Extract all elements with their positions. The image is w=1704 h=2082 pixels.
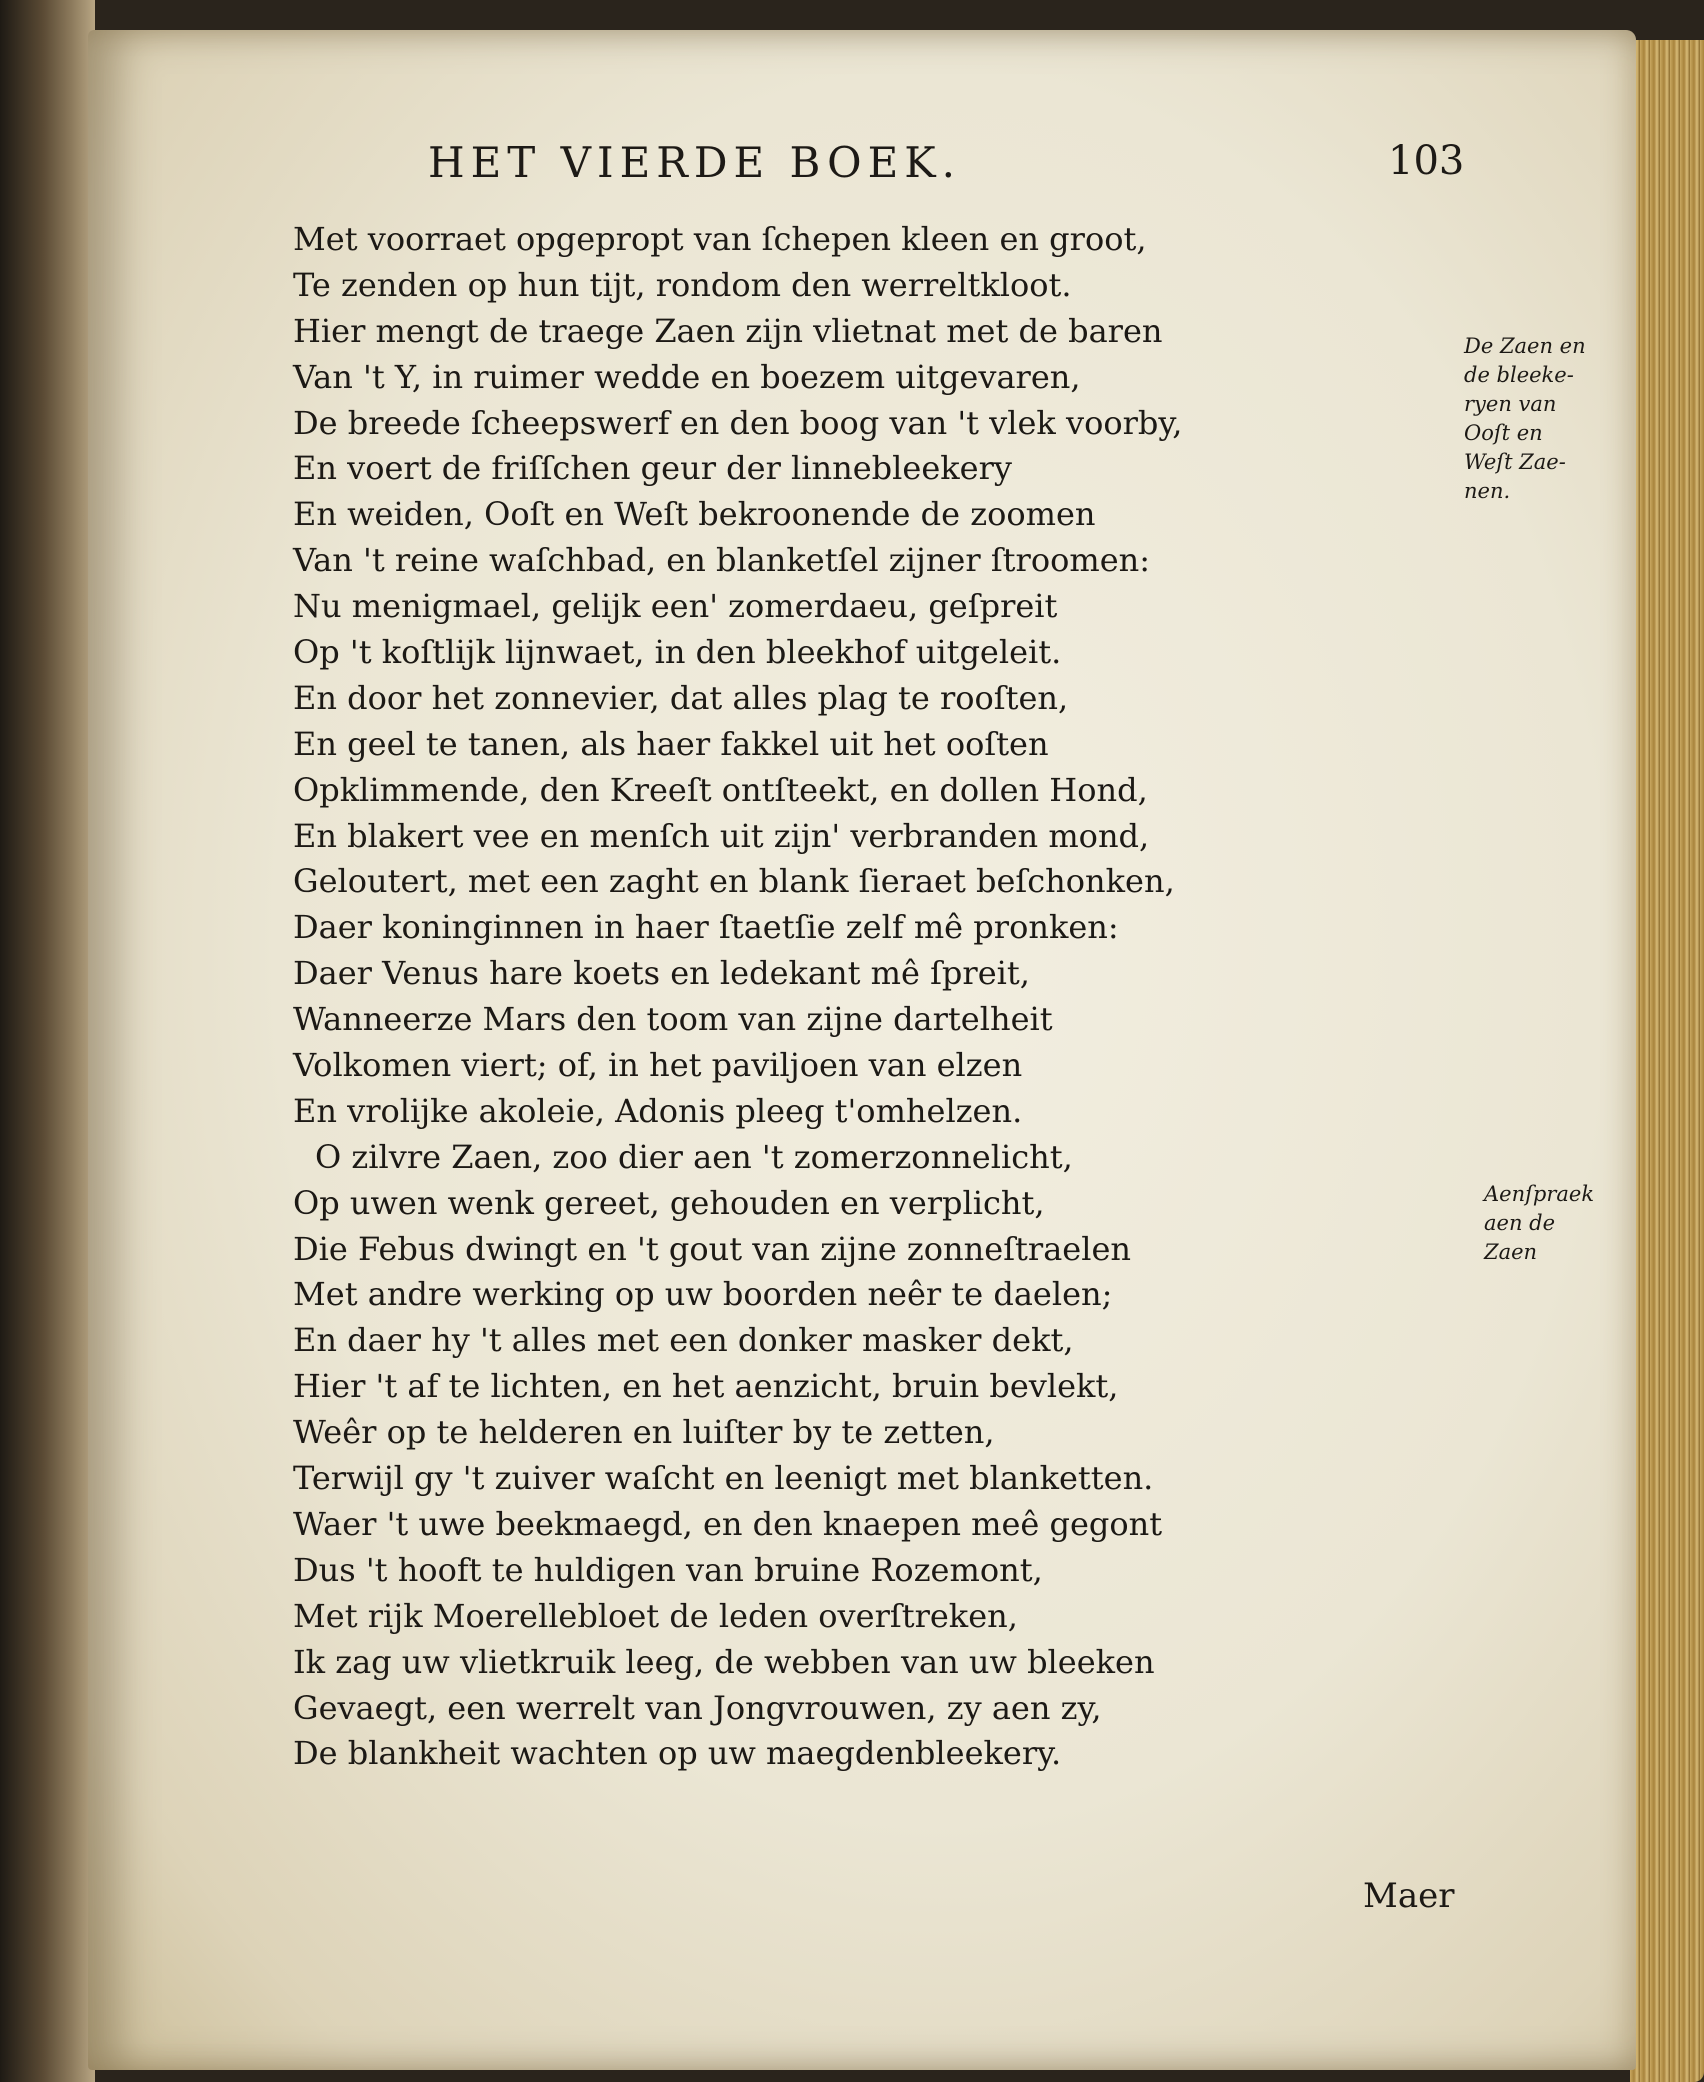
- marginal-note-line: aen de: [1484, 1211, 1556, 1235]
- poem-line: Met andre werking op uw boorden neêr te daelen;: [293, 1275, 1113, 1314]
- poem-line: De breede ſcheepswerf en den boog van 't vlek voorby,: [293, 403, 1183, 442]
- page-number: 103: [1388, 138, 1465, 184]
- poem-line: Hier 't af te lichten, en het aenzicht, bruin bevlekt,: [293, 1367, 1119, 1406]
- poem-line: Waer 't uwe beekmaegd, en den knaepen meê gegont: [293, 1504, 1163, 1543]
- poem-line: Weêr op te helderen en luiſter by te zetten,: [293, 1413, 995, 1452]
- book-page: [88, 30, 1636, 2070]
- poem-line: Dus 't hooft te huldigen van bruine Rozemont,: [293, 1550, 1043, 1589]
- marginal-note-line: Zaen: [1484, 1240, 1538, 1264]
- poem-line: Opklimmende, den Kreeſt ontſteekt, en dollen Hond,: [293, 770, 1148, 809]
- poem-line: De blankheit wachten op uw maegdenbleekery.: [293, 1734, 1062, 1773]
- poem-line: Volkomen viert; of, in het paviljoen van elzen: [293, 1046, 1023, 1085]
- poem-line: Van 't Y, in ruimer wedde en boezem uitgevaren,: [293, 357, 1081, 396]
- poem-text: [293, 217, 1453, 1777]
- poem-line: Hier mengt de traege Zaen zijn vlietnat met de baren: [293, 311, 1163, 350]
- poem-line: Die Febus dwingt en 't gout van zijne zonneſtraelen: [293, 1229, 1131, 1268]
- marginal-note-line: Aenſpraek: [1484, 1182, 1595, 1206]
- poem-line: En blakert vee en menſch uit zijn' verbranden mond,: [293, 816, 1150, 855]
- poem-line: Geloutert, met een zaght en blank ſieraet beſchonken,: [293, 862, 1175, 901]
- page-edges: [1630, 40, 1704, 2082]
- marginal-note-aenspraek: [1484, 1180, 1612, 1267]
- poem-line: Met voorraet opgepropt van ſchepen kleen en groot,: [293, 220, 1147, 258]
- marginal-note-line: Ooſt en: [1464, 421, 1543, 445]
- poem-line: Op 't koſtlijk lijnwaet, in den bleekhof uitgeleit.: [293, 633, 1062, 672]
- poem-line: Gevaegt, een werrelt van Jongvrouwen, zy aen zy,: [293, 1688, 1102, 1727]
- marginal-note-line: Weſt Zae-: [1464, 450, 1566, 474]
- poem-line: Te zenden op hun tijt, rondom den werreltkloot.: [293, 265, 1072, 304]
- poem-line: Terwijl gy 't zuiver waſcht en leenigt met blanketten.: [293, 1459, 1154, 1498]
- marginal-note-line: De Zaen en: [1464, 334, 1586, 358]
- marginal-note-line: de bleeke-: [1464, 363, 1574, 387]
- poem-line-stanza-start: O zilvre Zaen, zoo dier aen 't zomerzonnelicht,: [315, 1137, 1073, 1176]
- running-title: HET VIERDE BOEK.: [428, 138, 962, 187]
- poem-line: En weiden, Ooſt en Weſt bekroonende de zoomen: [293, 495, 1096, 534]
- marginal-note-line: nen.: [1464, 479, 1511, 503]
- poem-line: Op uwen wenk gereet, gehouden en verplicht,: [293, 1183, 1045, 1222]
- poem-line: Met rijk Moerellebloet de leden overſtreken,: [293, 1596, 1018, 1635]
- poem-line: En geel te tanen, als haer fakkel uit het ooſten: [293, 724, 1049, 763]
- marginal-note-zaen-bleekeryen: [1464, 332, 1614, 506]
- poem-line: En daer hy 't alles met een donker masker dekt,: [293, 1321, 1074, 1360]
- poem-line: En voert de friſſchen geur der linnebleekery: [293, 449, 1012, 488]
- poem-line: Daer Venus hare koets en ledekant mê ſpreit,: [293, 954, 1030, 993]
- book-spine: [0, 0, 95, 2082]
- poem-line: Van 't reine waſchbad, en blanketſel zijner ſtroomen:: [293, 541, 1151, 580]
- marginal-note-line: ryen van: [1464, 392, 1557, 416]
- poem-line: Daer koninginnen in haer ſtaetſie zelf mê pronken:: [293, 908, 1119, 947]
- poem-line: En door het zonnevier, dat alles plag te rooſten,: [293, 678, 1069, 717]
- catchword: Maer: [1363, 1876, 1455, 1916]
- poem-line: En vrolijke akoleie, Adonis pleeg t'omhelzen.: [293, 1091, 1023, 1130]
- poem-line: Nu menigmael, gelijk een' zomerdaeu, geſpreit: [293, 587, 1058, 626]
- poem-line: Ik zag uw vlietkruik leeg, de webben van uw bleeken: [293, 1642, 1155, 1681]
- poem-line: Wanneerze Mars den toom van zijne dartelheit: [293, 1000, 1053, 1039]
